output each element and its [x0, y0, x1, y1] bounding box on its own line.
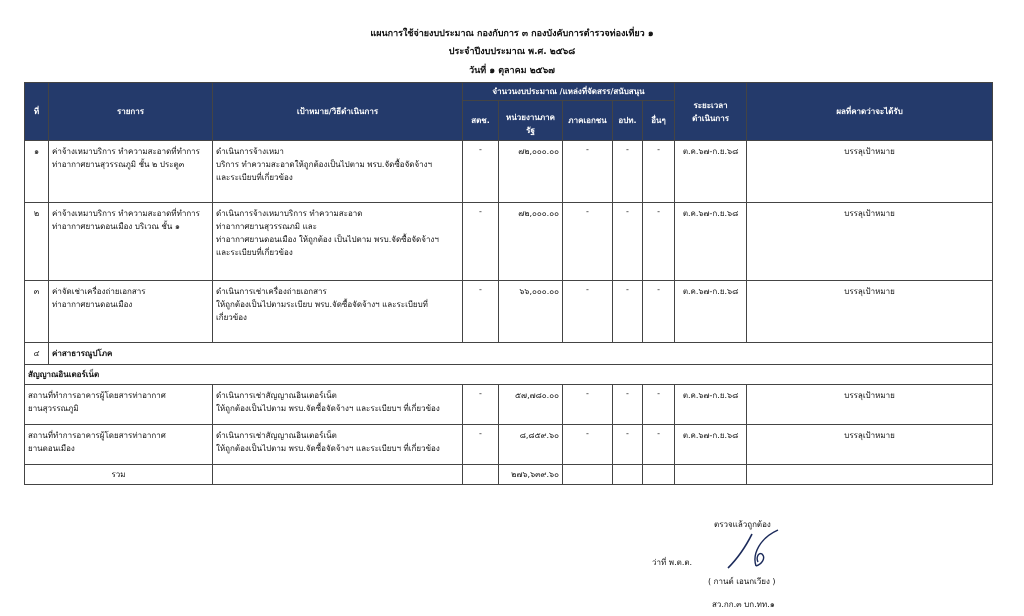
header-period: ระยะเวลา ดำเนินการ — [675, 83, 747, 141]
row-target: ดำเนินการจ้างเหมา บริการ ทำความสะอาดให้ถูกต้องเป็นไปตาม พรบ.จัดซื้อจัดจ้างฯ และระเบียบที่เกี่ยวข้อง — [213, 141, 463, 203]
header-sub-police: สตช. — [463, 101, 499, 141]
cell-government: ๗๒,๐๐๐.๐๐ — [499, 203, 563, 281]
total-label: รวม — [25, 465, 213, 485]
table-row — [25, 281, 993, 343]
row-target: ดำเนินการเช่าเครื่องถ่ายเอกสาร ให้ถูกต้องเป็นไปตามระเบียบ พรบ.จัดซื้อจัดจ้างฯ และระเบียบที่ เกี่ยวข้อง — [213, 281, 463, 343]
subsection-label: สัญญาณอินเตอร์เน็ต — [25, 365, 993, 385]
cell-period: ต.ค.๖๗-ก.ย.๖๘ — [675, 281, 747, 343]
header-sub-local: อปท. — [613, 101, 643, 141]
cell-result: บรรลุเป้าหมาย — [747, 203, 993, 281]
cell-private: - — [563, 385, 613, 425]
row-item: ค่าจัดเช่าเครื่องถ่ายเอกสาร ท่าอากาศยานดอนเมือง — [49, 281, 213, 343]
document-date: วันที่ ๑ ตุลาคม ๒๕๖๗ — [469, 66, 555, 76]
cell-police: - — [463, 203, 499, 281]
cell-result: บรรลุเป้าหมาย — [747, 425, 993, 465]
cell-result: บรรลุเป้าหมาย — [747, 281, 993, 343]
header-no: ที่ — [25, 83, 49, 141]
cell-private: - — [563, 281, 613, 343]
header-sub-government: หน่วยงานภาครัฐ — [499, 101, 563, 141]
cell-result: บรรลุเป้าหมาย — [747, 141, 993, 203]
row-item: สถานที่ทำการอาคารผู้โดยสารท่าอากาศ ยานดอนเมือง — [25, 425, 213, 465]
row-number: ๔ — [25, 343, 49, 365]
cell-other: - — [643, 203, 675, 281]
document-title: แผนการใช้จ่ายงบประมาณ กองกับการ ๓ กองบังคับการตำรวจท่องเที่ยว ๑ — [370, 29, 654, 39]
cell-police: - — [463, 141, 499, 203]
checked-note: ตรวจแล้วถูกต้อง — [714, 520, 771, 529]
cell-government: ๖๖,๐๐๐.๐๐ — [499, 281, 563, 343]
header-target: เป้าหมาย/วิธีดำเนินการ — [213, 83, 463, 141]
signer-rank: ว่าที่ พ.ต.ต. — [652, 558, 693, 567]
subsection-row — [25, 365, 993, 385]
row-number: ๒ — [25, 203, 49, 281]
cell-period: ต.ค.๖๗-ก.ย.๖๘ — [675, 425, 747, 465]
total-value: ๒๗๖,๖๓๙.๖๐ — [499, 465, 563, 485]
cell-other: - — [643, 141, 675, 203]
header-sub-private: ภาคเอกชน — [563, 101, 613, 141]
cell-other: - — [643, 425, 675, 465]
cell-period: ต.ค.๖๗-ก.ย.๖๘ — [675, 141, 747, 203]
cell-government: ๕๗,๗๘๐.๐๐ — [499, 385, 563, 425]
row-target: ดำเนินการเช่าสัญญาณอินเตอร์เน็ต ให้ถูกต้องเป็นไปตาม พรบ.จัดซื้อจัดจ้างฯ และระเบียบฯ ที่เกี่ยวข้อง — [213, 425, 463, 465]
signer-position: สว.กก.๓ บก.ทท.๑ — [712, 600, 775, 609]
cell-private: - — [563, 141, 613, 203]
header-result: ผลที่คาดว่าจะได้รับ — [747, 83, 993, 141]
handwritten-signature — [722, 524, 782, 574]
table-row — [25, 385, 993, 425]
cell-other: - — [643, 281, 675, 343]
row-item: ค่าจ้างเหมาบริการ ทำความสะอาดที่ทำการ ท่าอากาศยานดอนเมือง บริเวณ ชั้น ๑ — [49, 203, 213, 281]
cell-local: - — [613, 425, 643, 465]
cell-local: - — [613, 281, 643, 343]
cell-police: - — [463, 385, 499, 425]
cell-period: ต.ค.๖๗-ก.ย.๖๘ — [675, 203, 747, 281]
section-label: ค่าสาธารณูปโภค — [49, 343, 993, 365]
table-row — [25, 203, 993, 281]
row-number: ๑ — [25, 141, 49, 203]
budget-plan-table — [24, 82, 993, 485]
cell-local: - — [613, 385, 643, 425]
cell-private: - — [563, 203, 613, 281]
row-item: ค่าจ้างเหมาบริการ ทำความสะอาดที่ทำการ ท่าอากาศยานสุวรรณภูมิ ชั้น ๒ ประตู๓ — [49, 141, 213, 203]
signer-name: ( กานต์ เอนกเวียง ) — [708, 577, 776, 586]
total-row — [25, 465, 993, 485]
cell-other: - — [643, 385, 675, 425]
cell-private: - — [563, 425, 613, 465]
row-item: สถานที่ทำการอาคารผู้โดยสารท่าอากาศ ยานสุวรรณภูมิ — [25, 385, 213, 425]
row-number: ๓ — [25, 281, 49, 343]
cell-police: - — [463, 425, 499, 465]
table-row — [25, 425, 993, 465]
cell-local: - — [613, 141, 643, 203]
cell-period: ต.ค.๖๗-ก.ย.๖๘ — [675, 385, 747, 425]
header-budget-group: จำนวนงบประมาณ /แหล่งที่จัดสรร/สนับสนุน — [463, 83, 675, 101]
header-item: รายการ — [49, 83, 213, 141]
row-target: ดำเนินการเช่าสัญญาณอินเตอร์เน็ต ให้ถูกต้องเป็นไปตาม พรบ.จัดซื้อจัดจ้างฯ และระเบียบฯ ที่เกี่ยวข้อง — [213, 385, 463, 425]
row-target: ดำเนินการจ้างเหมาบริการ ทำความสะอาด ท่าอากาศยานสุวรรณภมิ และ ท่าอากาศยานดอนเมือง ให้ถูกต้อง เป็นไปตาม พรบ.จัดซื้อจัดจ้างฯ และระเบียบที่เกี่ยวข้อง — [213, 203, 463, 281]
cell-government: ๗๒,๐๐๐.๐๐ — [499, 141, 563, 203]
cell-police: - — [463, 281, 499, 343]
header-sub-other: อื่นๆ — [643, 101, 675, 141]
fiscal-year: ประจำปีงบประมาณ พ.ศ. ๒๕๖๘ — [448, 47, 576, 57]
cell-local: - — [613, 203, 643, 281]
table-row — [25, 141, 993, 203]
cell-result: บรรลุเป้าหมาย — [747, 385, 993, 425]
section-row — [25, 343, 993, 365]
cell-government: ๘,๘๕๙.๖๐ — [499, 425, 563, 465]
